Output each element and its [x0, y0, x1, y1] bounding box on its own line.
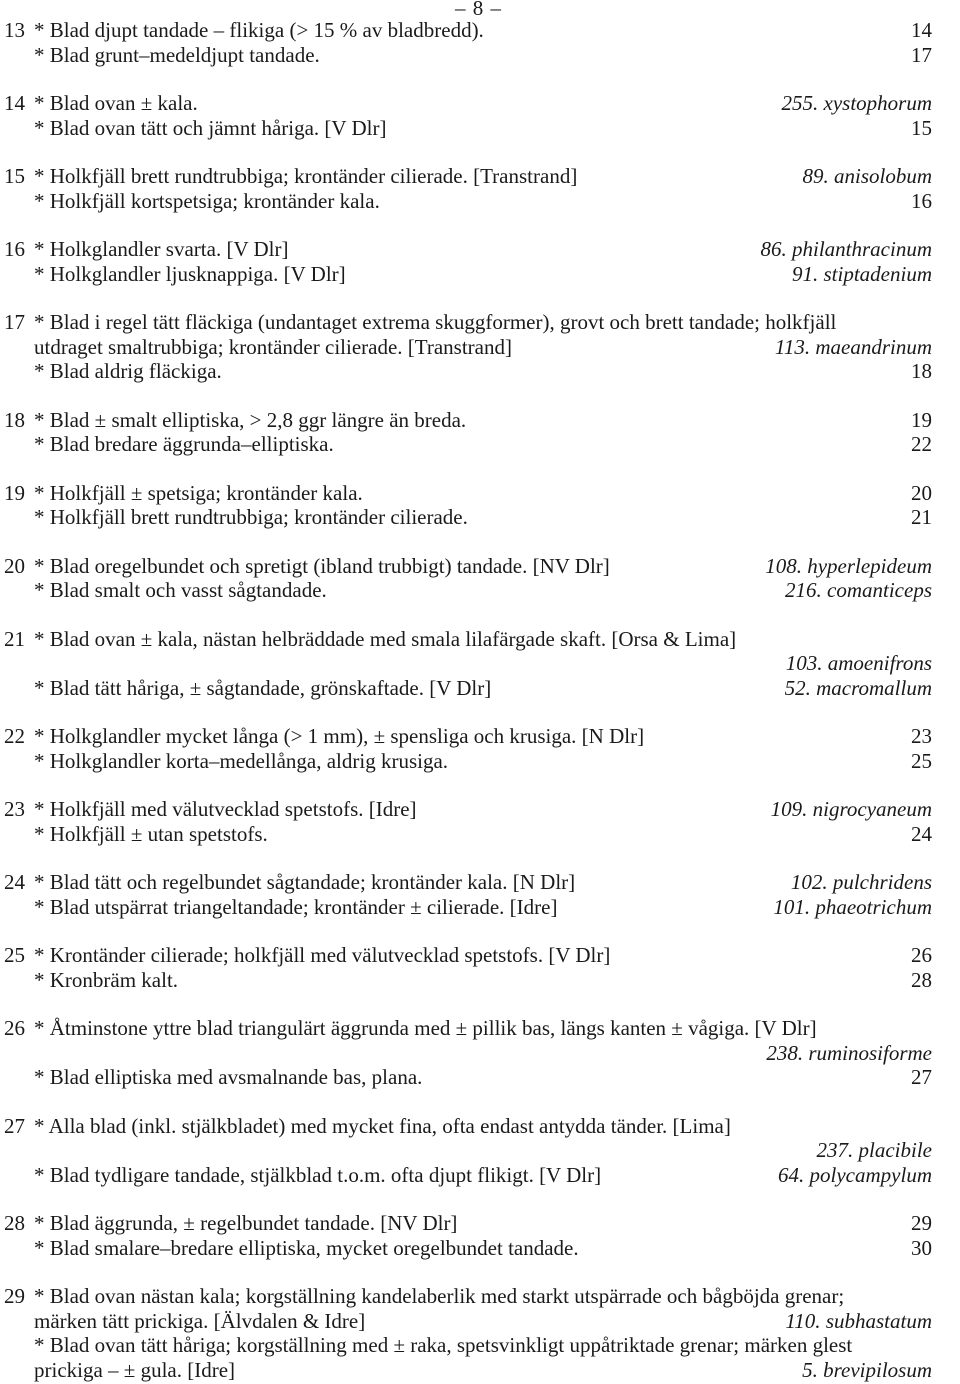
taxon-result [785, 1309, 932, 1334]
taxon-name: philanthracinum [792, 237, 932, 261]
lead-text: * Holkglandler ljusknappiga. [V Dlr] [34, 261, 346, 286]
lead-text: * Holkglandler mycket långa (> 1 mm), ± spensliga och krusiga. [N Dlr] [34, 724, 645, 748]
couplet-13 [0, 18, 960, 67]
key-line [0, 797, 960, 822]
taxon-number: 216. [785, 578, 822, 602]
taxon-number: 108. [765, 553, 802, 578]
lead-reference: 14 [911, 18, 932, 42]
key-line [0, 310, 960, 335]
taxon-name: xystophorum [823, 91, 932, 115]
lead-text: * Blad utspärrat triangeltandade; krontänder ± cilierade. [Idre] [34, 894, 558, 919]
couplet-number: 16 [4, 237, 25, 261]
lead-text: * Krontänder cilierade; holkfjäll med välutvecklad spetstofs. [V Dlr] [34, 943, 611, 967]
lead-text: * Blad ovan ± kala, nästan helbräddade med smala lilafärgade skaft. [Orsa & Lima] [34, 626, 737, 651]
taxon-number: 102. [790, 870, 828, 894]
taxon-name: anisolobum [833, 164, 932, 188]
lead-text: * Holkfjäll ± utan spetstofs. [34, 821, 268, 846]
lead-reference: 28 [911, 967, 932, 992]
key-line [0, 1211, 960, 1236]
lead-text: * Holkfjäll med välutvecklad spetstofs. [Idre] [34, 797, 417, 821]
key-line [0, 554, 960, 579]
taxon-name: subhastatum [825, 1308, 932, 1333]
couplet-number: 13 [4, 18, 25, 42]
taxon-number: 89. [802, 164, 829, 188]
couplet-number: 29 [4, 1284, 25, 1308]
taxon-number: 238. [766, 1040, 804, 1065]
taxon-name: ruminosiforme [808, 1040, 932, 1065]
key-line [0, 822, 960, 847]
lead-reference: 17 [911, 42, 932, 67]
lead-text: * Holkfjäll ± spetsiga; krontänder kala. [34, 480, 363, 505]
taxon-number: 86. [760, 237, 787, 261]
taxon-number: 255. [781, 91, 819, 115]
key-line [0, 237, 960, 262]
couplet-14 [0, 91, 960, 140]
lead-reference: 18 [911, 359, 932, 383]
key-line [0, 1284, 960, 1309]
taxon-name: stiptadenium [823, 261, 932, 286]
taxon-name: pulchridens [832, 870, 932, 894]
couplet-number: 23 [4, 797, 25, 821]
couplet-number: 15 [4, 164, 25, 188]
couplet-28 [0, 1211, 960, 1260]
key-line [0, 262, 960, 287]
lead-reference: 22 [911, 432, 932, 456]
couplet-25 [0, 943, 960, 992]
taxon-result [802, 164, 932, 189]
lead-text: * Blad i regel tätt fläckiga (undantaget extrema skuggformer), grovt och brett tandade; holkfjäll [34, 310, 837, 334]
key-line [0, 651, 960, 676]
couplet-29 [0, 1284, 960, 1382]
couplet-18 [0, 408, 960, 457]
taxon-result [817, 1138, 932, 1163]
couplet-number: 18 [4, 407, 25, 432]
taxon-name: macromallum [816, 675, 932, 700]
key-line [0, 1114, 960, 1139]
taxon-number: 110. [785, 1308, 821, 1333]
key-line [0, 1163, 960, 1188]
page-number: – 8 – [455, 0, 502, 20]
lead-reference: 21 [911, 505, 932, 529]
taxon-number: 109. [770, 797, 808, 821]
couplet-17 [0, 310, 960, 384]
lead-text: * Blad grunt–medeldjupt tandade. [34, 42, 320, 67]
key-line [0, 1065, 960, 1090]
taxon-name: comanticeps [827, 578, 932, 602]
key-line [0, 116, 960, 141]
lead-text: * Blad tätt och regelbundet sågtandade; krontänder kala. [N Dlr] [34, 870, 576, 894]
key-line [0, 481, 960, 506]
lead-text: * Blad tydligare tandade, stjälkblad t.o.m. ofta djupt flikigt. [V Dlr] [34, 1162, 602, 1187]
lead-reference: 24 [911, 821, 932, 846]
taxon-name: hyperlepideum [807, 553, 932, 578]
couplet-number: 26 [4, 1016, 25, 1040]
lead-text: * Holkfjäll kortspetsiga; krontänder kala. [34, 188, 380, 213]
couplet-23 [0, 797, 960, 846]
key-line [0, 724, 960, 749]
couplet-27 [0, 1114, 960, 1188]
couplet-22 [0, 724, 960, 773]
taxon-result [792, 262, 932, 287]
lead-text: * Holkglandler svarta. [V Dlr] [34, 237, 289, 261]
lead-text: märken tätt prickiga. [Älvdalen & Idre] [34, 1308, 366, 1333]
key-line [0, 749, 960, 774]
taxon-result [766, 1041, 932, 1066]
couplet-number: 24 [4, 870, 25, 894]
key-line [0, 1333, 960, 1358]
lead-text: * Åtminstone yttre blad triangulärt äggrunda med ± pillik bas, längs kanten ± vågiga. [V Dlr] [34, 1016, 817, 1040]
couplet-number: 25 [4, 943, 25, 967]
taxon-result [802, 1358, 932, 1383]
lead-text: prickiga – ± gula. [Idre] [34, 1357, 236, 1382]
lead-text: * Holkfjäll brett rundtrubbiga; krontänder cilierade. [Transtrand] [34, 164, 578, 188]
lead-text: * Blad tätt håriga, ± sågtandade, grönskaftade. [V Dlr] [34, 675, 492, 700]
taxon-number: 101. [773, 894, 811, 919]
couplet-number: 20 [4, 553, 25, 578]
taxon-result [782, 91, 933, 116]
lead-text: * Blad smalare–bredare elliptiska, mycket oregelbundet tandade. [34, 1235, 579, 1260]
lead-text: * Holkglandler korta–medellånga, aldrig krusiga. [34, 748, 449, 773]
taxon-result [773, 895, 932, 920]
couplet-number: 22 [4, 724, 25, 748]
couplet-21 [0, 627, 960, 701]
taxon-result [785, 676, 932, 701]
taxon-result [765, 554, 932, 579]
taxon-number: 52. [784, 675, 811, 700]
key-line [0, 676, 960, 701]
lead-text: * Kronbräm kalt. [34, 967, 179, 992]
couplet-15 [0, 164, 960, 213]
taxon-number: 237. [816, 1138, 854, 1162]
taxon-result [778, 1163, 932, 1188]
key-line [0, 895, 960, 920]
taxon-name: maeandrinum [815, 334, 932, 359]
taxon-name: polycampylum [809, 1162, 932, 1187]
taxon-number: 103. [785, 651, 823, 675]
couplet-number: 17 [4, 310, 25, 334]
lead-reference: 29 [911, 1211, 932, 1235]
taxon-name: amoenifrons [827, 651, 932, 675]
taxon-name: nigrocyaneum [812, 797, 932, 821]
lead-text: * Blad ovan tätt och jämnt håriga. [V Dlr] [34, 115, 387, 140]
couplet-number: 28 [4, 1211, 25, 1235]
taxon-number: 64. [778, 1162, 805, 1187]
key-line [0, 578, 960, 603]
key-line [0, 359, 960, 384]
taxon-result [785, 578, 932, 603]
key-line [0, 91, 960, 116]
taxon-number: 113. [774, 334, 811, 359]
lead-text: * Holkfjäll brett rundtrubbiga; krontänder cilierade. [34, 505, 468, 529]
key-line [0, 1358, 960, 1383]
taxon-result [786, 651, 932, 676]
lead-text: * Blad ovan tätt håriga; korgställning med ± raka, spetsvinkligt uppåtriktade grenar; märken glest [34, 1333, 853, 1357]
key-line [0, 1138, 960, 1163]
taxon-result [771, 797, 932, 822]
taxon-result [775, 335, 932, 360]
lead-reference: 30 [911, 1235, 932, 1260]
lead-text: * Blad smalt och vasst sågtandade. [34, 578, 327, 602]
key-line [0, 18, 960, 43]
lead-reference: 20 [911, 480, 932, 505]
key-line [0, 870, 960, 895]
key-line [0, 408, 960, 433]
key-line [0, 164, 960, 189]
couplet-16 [0, 237, 960, 286]
lead-reference: 23 [911, 724, 932, 748]
key-line [0, 627, 960, 652]
lead-text: * Alla blad (inkl. stjälkbladet) med mycket fina, ofta endast antydda tänder. [Lima] [34, 1113, 731, 1138]
lead-text: utdraget smaltrubbiga; krontänder cilierade. [Transtrand] [34, 334, 512, 359]
taxon-number: 5. [802, 1357, 818, 1382]
couplet-20 [0, 554, 960, 603]
lead-text: * Blad ovan nästan kala; korgställning kandelaberlik med starkt utspärrade och bågböjda grenar; [34, 1284, 845, 1308]
key-line [0, 335, 960, 360]
lead-text: * Blad elliptiska med avsmalnande bas, plana. [34, 1065, 423, 1089]
lead-text: * Blad djupt tandade – flikiga (> 15 % av bladbredd). [34, 18, 484, 42]
lead-reference: 19 [911, 407, 932, 432]
lead-reference: 15 [911, 115, 932, 140]
lead-reference: 27 [911, 1065, 932, 1089]
key-line [0, 968, 960, 993]
couplet-26 [0, 1016, 960, 1090]
lead-reference: 25 [911, 748, 932, 773]
key-line [0, 505, 960, 530]
taxon-name: placibile [858, 1138, 932, 1162]
taxon-name: phaeotrichum [815, 894, 932, 919]
couplet-number: 27 [4, 1113, 25, 1138]
key-line [0, 432, 960, 457]
taxon-result [791, 870, 932, 895]
couplet-19 [0, 481, 960, 530]
key-line [0, 1041, 960, 1066]
key-line [0, 1016, 960, 1041]
couplet-number: 14 [4, 91, 25, 115]
lead-reference: 16 [911, 188, 932, 213]
lead-reference: 26 [911, 943, 932, 967]
lead-text: * Blad aldrig fläckiga. [34, 359, 222, 383]
couplet-number: 19 [4, 480, 25, 505]
taxon-number: 91. [792, 261, 819, 286]
lead-text: * Blad ± smalt elliptiska, > 2,8 ggr längre än breda. [34, 407, 467, 432]
lead-text: * Blad bredare äggrunda–elliptiska. [34, 432, 334, 456]
key-line [0, 43, 960, 68]
key-line [0, 1236, 960, 1261]
couplet-number: 21 [4, 626, 25, 651]
lead-text: * Blad oregelbundet och spretigt (ibland trubbigt) tandade. [NV Dlr] [34, 553, 610, 578]
lead-text: * Blad äggrunda, ± regelbundet tandade. [NV Dlr] [34, 1211, 458, 1235]
couplet-24 [0, 870, 960, 919]
key-line [0, 1309, 960, 1334]
key-line [0, 943, 960, 968]
taxon-name: brevipilosum [823, 1357, 932, 1382]
lead-text: * Blad ovan ± kala. [34, 91, 198, 115]
key-line [0, 189, 960, 214]
taxon-result [761, 237, 933, 262]
